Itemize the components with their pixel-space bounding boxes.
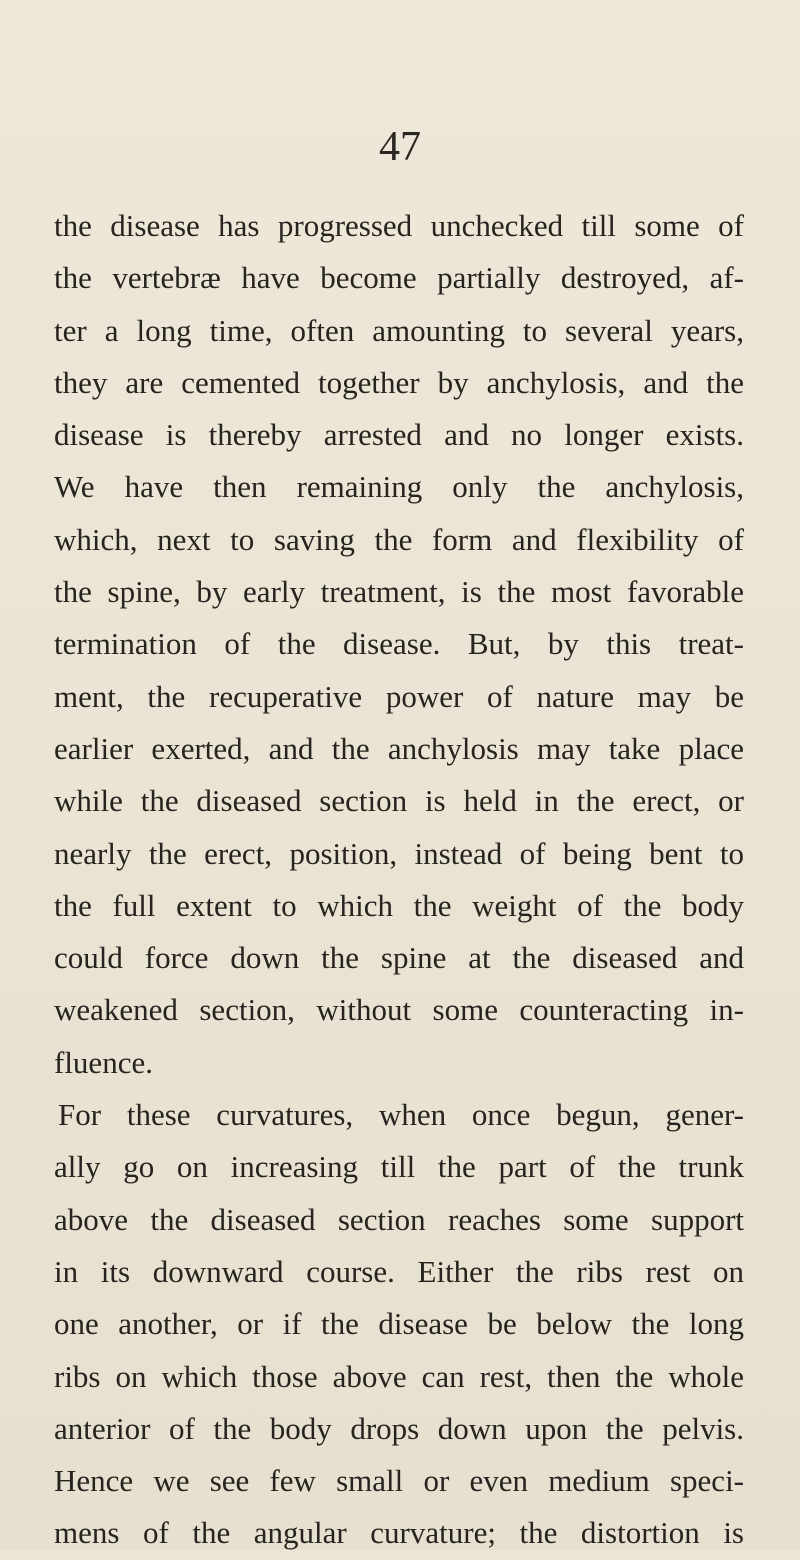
text-line: the spine, by early treatment, is the most favorable (54, 574, 744, 610)
text-line: Hence we see few small or even medium speci- (54, 1463, 744, 1499)
page-number: 47 (379, 124, 421, 170)
text-line: weakened section, without some counteracting in- (54, 992, 744, 1028)
text-line: ribs on which those above can rest, then the whole (54, 1358, 744, 1394)
text-line: ally go on increasing till the part of the trunk (54, 1149, 744, 1185)
text-line: which, next to saving the form and flexibility of (54, 521, 744, 557)
text-line: one another, or if the disease be below the long (54, 1306, 744, 1342)
text-line: while the diseased section is held in the erect, or (54, 783, 744, 819)
text-line: disease is thereby arrested and no longer exists. (54, 417, 744, 453)
text-line: ter a long time, often amounting to several years, (54, 312, 744, 348)
text-line: they are cemented together by anchylosis, and the (54, 364, 744, 400)
text-line: mens of the angular curvature; the distortion is (54, 1515, 744, 1551)
text-line: We have then remaining only the anchylosis, (54, 469, 744, 505)
text-line: nearly the erect, position, instead of being bent to (54, 835, 744, 871)
text-line: in its downward course. Either the ribs rest on (54, 1253, 744, 1289)
text-line-paragraph-end: fluence. (54, 1044, 153, 1080)
text-line: the disease has progressed unchecked till some of (54, 208, 744, 243)
body-text (54, 200, 744, 1560)
text-line: ment, the recuperative power of nature may be (54, 678, 744, 714)
text-line: the vertebræ have become partially destroyed, af- (54, 260, 744, 296)
text-line-paragraph-start: For these curvatures, when once begun, gener- (58, 1097, 744, 1133)
text-line: above the diseased section reaches some support (54, 1201, 744, 1237)
text-line: could force down the spine at the diseased and (54, 940, 744, 976)
text-line: termination of the disease. But, by this treat- (54, 626, 744, 662)
text-line: earlier exerted, and the anchylosis may take place (54, 730, 744, 766)
text-line: anterior of the body drops down upon the pelvis. (54, 1410, 744, 1446)
text-line: the full extent to which the weight of the body (54, 887, 744, 923)
